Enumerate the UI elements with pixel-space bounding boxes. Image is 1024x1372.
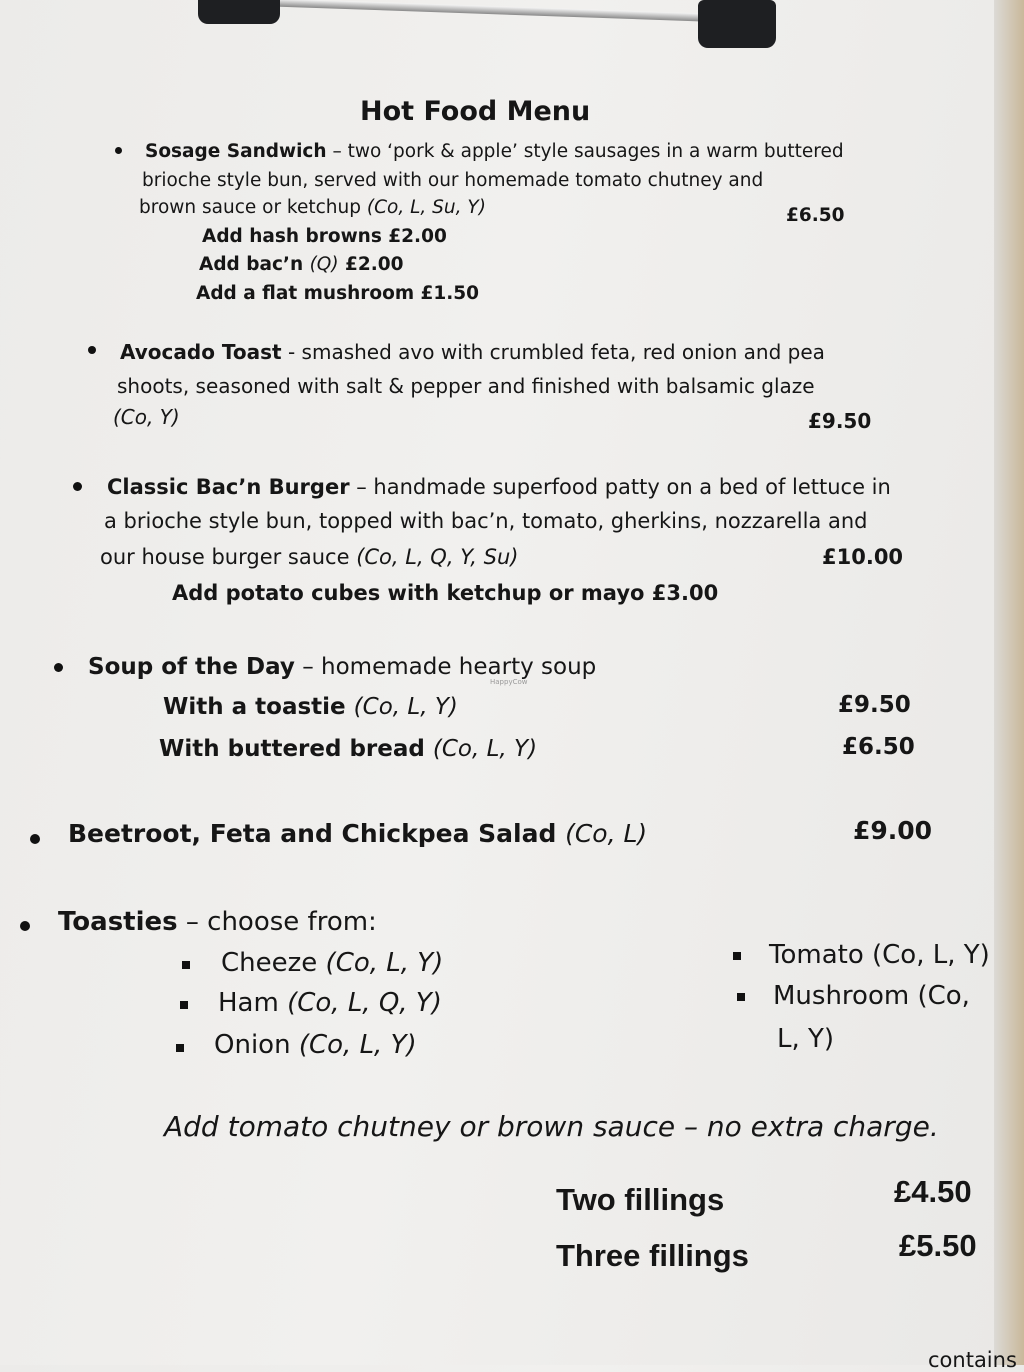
bullet bbox=[20, 921, 30, 931]
avocado-allergens: (Co, Y) bbox=[113, 405, 180, 429]
toastie-mushroom-1: Mushroom (Co, bbox=[773, 981, 970, 1011]
burger-price: £10.00 bbox=[822, 545, 904, 569]
soup-bread-price: £6.50 bbox=[842, 734, 915, 760]
square-bullet bbox=[733, 952, 741, 960]
addon-bacn: Add bac’n (Q) £2.00 bbox=[199, 254, 404, 275]
bullet bbox=[30, 834, 40, 844]
square-bullet bbox=[176, 1044, 184, 1052]
soup-option-bread: With buttered bread (Co, L, Y) bbox=[159, 736, 538, 762]
sausage-line1 bbox=[145, 141, 844, 162]
avocado-name: Avocado Toast bbox=[120, 340, 282, 364]
two-fillings-price: £4.50 bbox=[894, 1174, 972, 1209]
clipboard-clip bbox=[198, 0, 776, 50]
toastie-ham: Ham (Co, L, Q, Y) bbox=[218, 988, 442, 1018]
square-bullet bbox=[182, 961, 190, 969]
burger-name: Classic Bac’n Burger bbox=[107, 475, 350, 499]
avocado-line1: Avocado Toast - smashed avo with crumbled feta, red onion and pea bbox=[120, 340, 825, 364]
clip-left-block bbox=[198, 0, 280, 24]
watermark: HappyCow bbox=[490, 678, 528, 686]
sausage-name: Sosage Sandwich bbox=[145, 141, 327, 162]
bullet bbox=[54, 663, 63, 672]
soup-toastie-price: £9.50 bbox=[838, 692, 911, 718]
avocado-desc-2: shoots, seasoned with salt & pepper and finished with balsamic glaze bbox=[117, 374, 815, 398]
avocado-price: £9.50 bbox=[808, 409, 872, 433]
addon-mushroom: Add a flat mushroom £1.50 bbox=[196, 283, 480, 304]
sausage-price: £6.50 bbox=[786, 205, 845, 226]
salad-name: Beetroot, Feta and Chickpea Salad bbox=[68, 819, 566, 848]
toastie-mushroom-2: L, Y) bbox=[777, 1024, 835, 1054]
sausage-desc-3: brown sauce or ketchup bbox=[139, 197, 367, 218]
sausage-allergens: (Co, L, Su, Y) bbox=[366, 197, 486, 218]
two-fillings-label: Two fillings bbox=[556, 1182, 725, 1217]
salad-line bbox=[68, 819, 647, 848]
burger-allergens: (Co, L, Q, Y, Su) bbox=[356, 545, 519, 569]
paper-edge bbox=[994, 0, 1024, 1365]
sausage-desc-2: brioche style bun, served with our homemade tomato chutney and bbox=[142, 170, 764, 191]
soup-option-toastie: With a toastie (Co, L, Y) bbox=[163, 694, 458, 720]
clip-rod bbox=[238, 0, 738, 23]
burger-addon: Add potato cubes with ketchup or mayo £3.00 bbox=[172, 581, 719, 605]
burger-desc-2: a brioche style bun, topped with bac’n, tomato, gherkins, nozzarella and bbox=[104, 509, 868, 533]
salad-allergens: (Co, L) bbox=[565, 819, 648, 848]
salad-price: £9.00 bbox=[853, 816, 933, 845]
toasties-line: Toasties – choose from: bbox=[58, 907, 377, 937]
soup-line: Soup of the Day – homemade hearty soup bbox=[88, 654, 597, 680]
toasties-note: Add tomato chutney or brown sauce – no extra charge. bbox=[164, 1110, 939, 1143]
bullet bbox=[73, 482, 82, 491]
three-fillings-price: £5.50 bbox=[899, 1228, 977, 1263]
sausage-desc-1: – two ‘pork & apple’ style sausages in a warm buttered bbox=[326, 141, 844, 162]
addon-hash-browns: Add hash browns £2.00 bbox=[202, 226, 447, 247]
burger-line1: Classic Bac’n Burger – handmade superfood patty on a bed of lettuce in bbox=[107, 475, 891, 499]
three-fillings-label: Three fillings bbox=[556, 1238, 749, 1273]
toastie-onion: Onion (Co, L, Y) bbox=[214, 1030, 417, 1060]
toasties-name: Toasties bbox=[58, 907, 178, 937]
bullet bbox=[115, 147, 122, 154]
menu-title: Hot Food Menu bbox=[360, 96, 591, 127]
square-bullet bbox=[180, 1001, 188, 1009]
toastie-cheeze: Cheeze (Co, L, Y) bbox=[221, 948, 444, 978]
square-bullet bbox=[737, 993, 745, 1001]
soup-name: Soup of the Day bbox=[88, 654, 295, 680]
clip-right-block bbox=[698, 0, 776, 48]
burger-line3: our house burger sauce (Co, L, Q, Y, Su) bbox=[100, 545, 519, 569]
bullet bbox=[88, 346, 96, 354]
toastie-tomato: Tomato (Co, L, Y) bbox=[769, 940, 990, 970]
footer-fragment: contains bbox=[928, 1348, 1017, 1372]
sausage-line3 bbox=[139, 197, 486, 218]
